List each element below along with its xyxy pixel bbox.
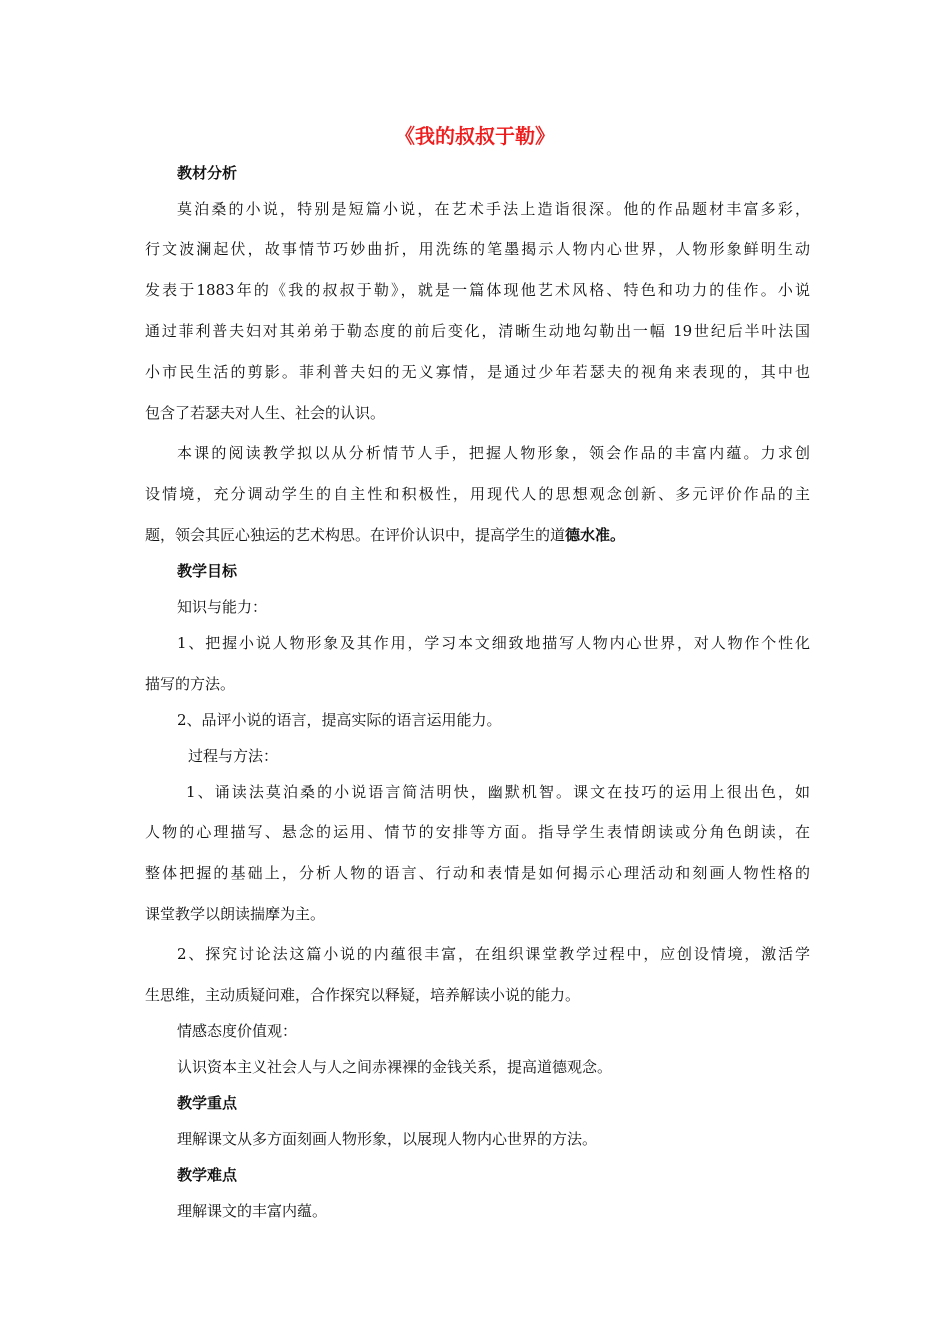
paragraph-line: 理解课文的丰富内蕴。 (177, 1202, 328, 1220)
label-process: 过程与方法： (188, 747, 279, 765)
paragraph-line: 设情境，充分调动学生的自主性和积极性，用现代人的思想观念创新、多元评价作品的主 (145, 485, 810, 503)
heading-focus: 教学重点 (177, 1094, 238, 1112)
paragraph-line: 行文波澜起伏，故事情节巧妙曲折，用洗练的笔墨揭示人物内心世界，人物形象鲜明生动 (145, 240, 810, 258)
paragraph-line (145, 524, 810, 546)
document-title: 《我的叔叔于勒》 (395, 124, 555, 148)
paragraph-line: 1、把握小说人物形象及其作用，学习本文细致地描写人物内心世界，对人物作个性化 (177, 634, 810, 652)
paragraph-line: 整体把握的基础上，分析人物的语言、行动和表情是如何揭示心理活动和刻画人物性格的 (145, 864, 810, 882)
paragraph-line: 莫泊桑的小说，特别是短篇小说，在艺术手法上造诣很深。他的作品题材丰富多彩， (177, 200, 810, 218)
paragraph-line: 人物的心理描写、悬念的运用、情节的安排等方面。指导学生表情朗读或分角色朗读，在 (145, 823, 810, 841)
paragraph-line: 2、探究讨论法这篇小说的内蕴很丰富，在组织课堂教学过程中，应创设情境，激活学 (177, 945, 810, 963)
paragraph-line: 通过菲利普夫妇对其弟弟于勒态度的前后变化，清晰生动地勾勒出一幅 19世纪后半叶法国 (145, 322, 810, 340)
heading-difficulty: 教学难点 (177, 1166, 238, 1184)
paragraph-line: 理解课文从多方面刻画人物形象，以展现人物内心世界的方法。 (177, 1130, 598, 1148)
heading-analysis: 教材分析 (177, 164, 238, 182)
paragraph-line: 课堂教学以朗读揣摩为主。 (145, 905, 326, 923)
paragraph-line: 包含了若瑟夫对人生、社会的认识。 (145, 404, 386, 422)
paragraph-line: 小市民生活的剪影。菲利普夫妇的无义寡情，是通过少年若瑟夫的视角来表现的，其中也 (145, 363, 810, 381)
paragraph-line: 本课的阅读教学拟以从分析情节人手，把握人物形象，领会作品的丰富内蕴。力求创 (177, 444, 810, 462)
paragraph-text: 题，领会其匠心独运的艺术构思。在评价认识中，提高学生的道 (145, 526, 566, 544)
heading-goals: 教学目标 (177, 562, 238, 580)
paragraph-line: 2、品评小说的语言，提高实际的语言运用能力。 (177, 711, 502, 729)
paragraph-line: 生思维，主动质疑问难，合作探究以释疑，培养解读小说的能力。 (145, 986, 581, 1004)
paragraph-line: 发表于1883年的《我的叔叔于勒》，就是一篇体现他艺术风格、特色和功力的佳作。小说 (145, 281, 810, 299)
label-knowledge: 知识与能力： (177, 598, 268, 616)
bold-text: 德水准。 (565, 526, 626, 544)
paragraph-line: 描写的方法。 (145, 675, 236, 693)
paragraph-line: 1、诵读法莫泊桑的小说语言简洁明快，幽默机智。课文在技巧的运用上很出色，如 (186, 783, 810, 801)
paragraph-line: 认识资本主义社会人与人之间赤裸裸的金钱关系，提高道德观念。 (177, 1058, 613, 1076)
label-emotion: 情感态度价值观： (177, 1022, 298, 1040)
